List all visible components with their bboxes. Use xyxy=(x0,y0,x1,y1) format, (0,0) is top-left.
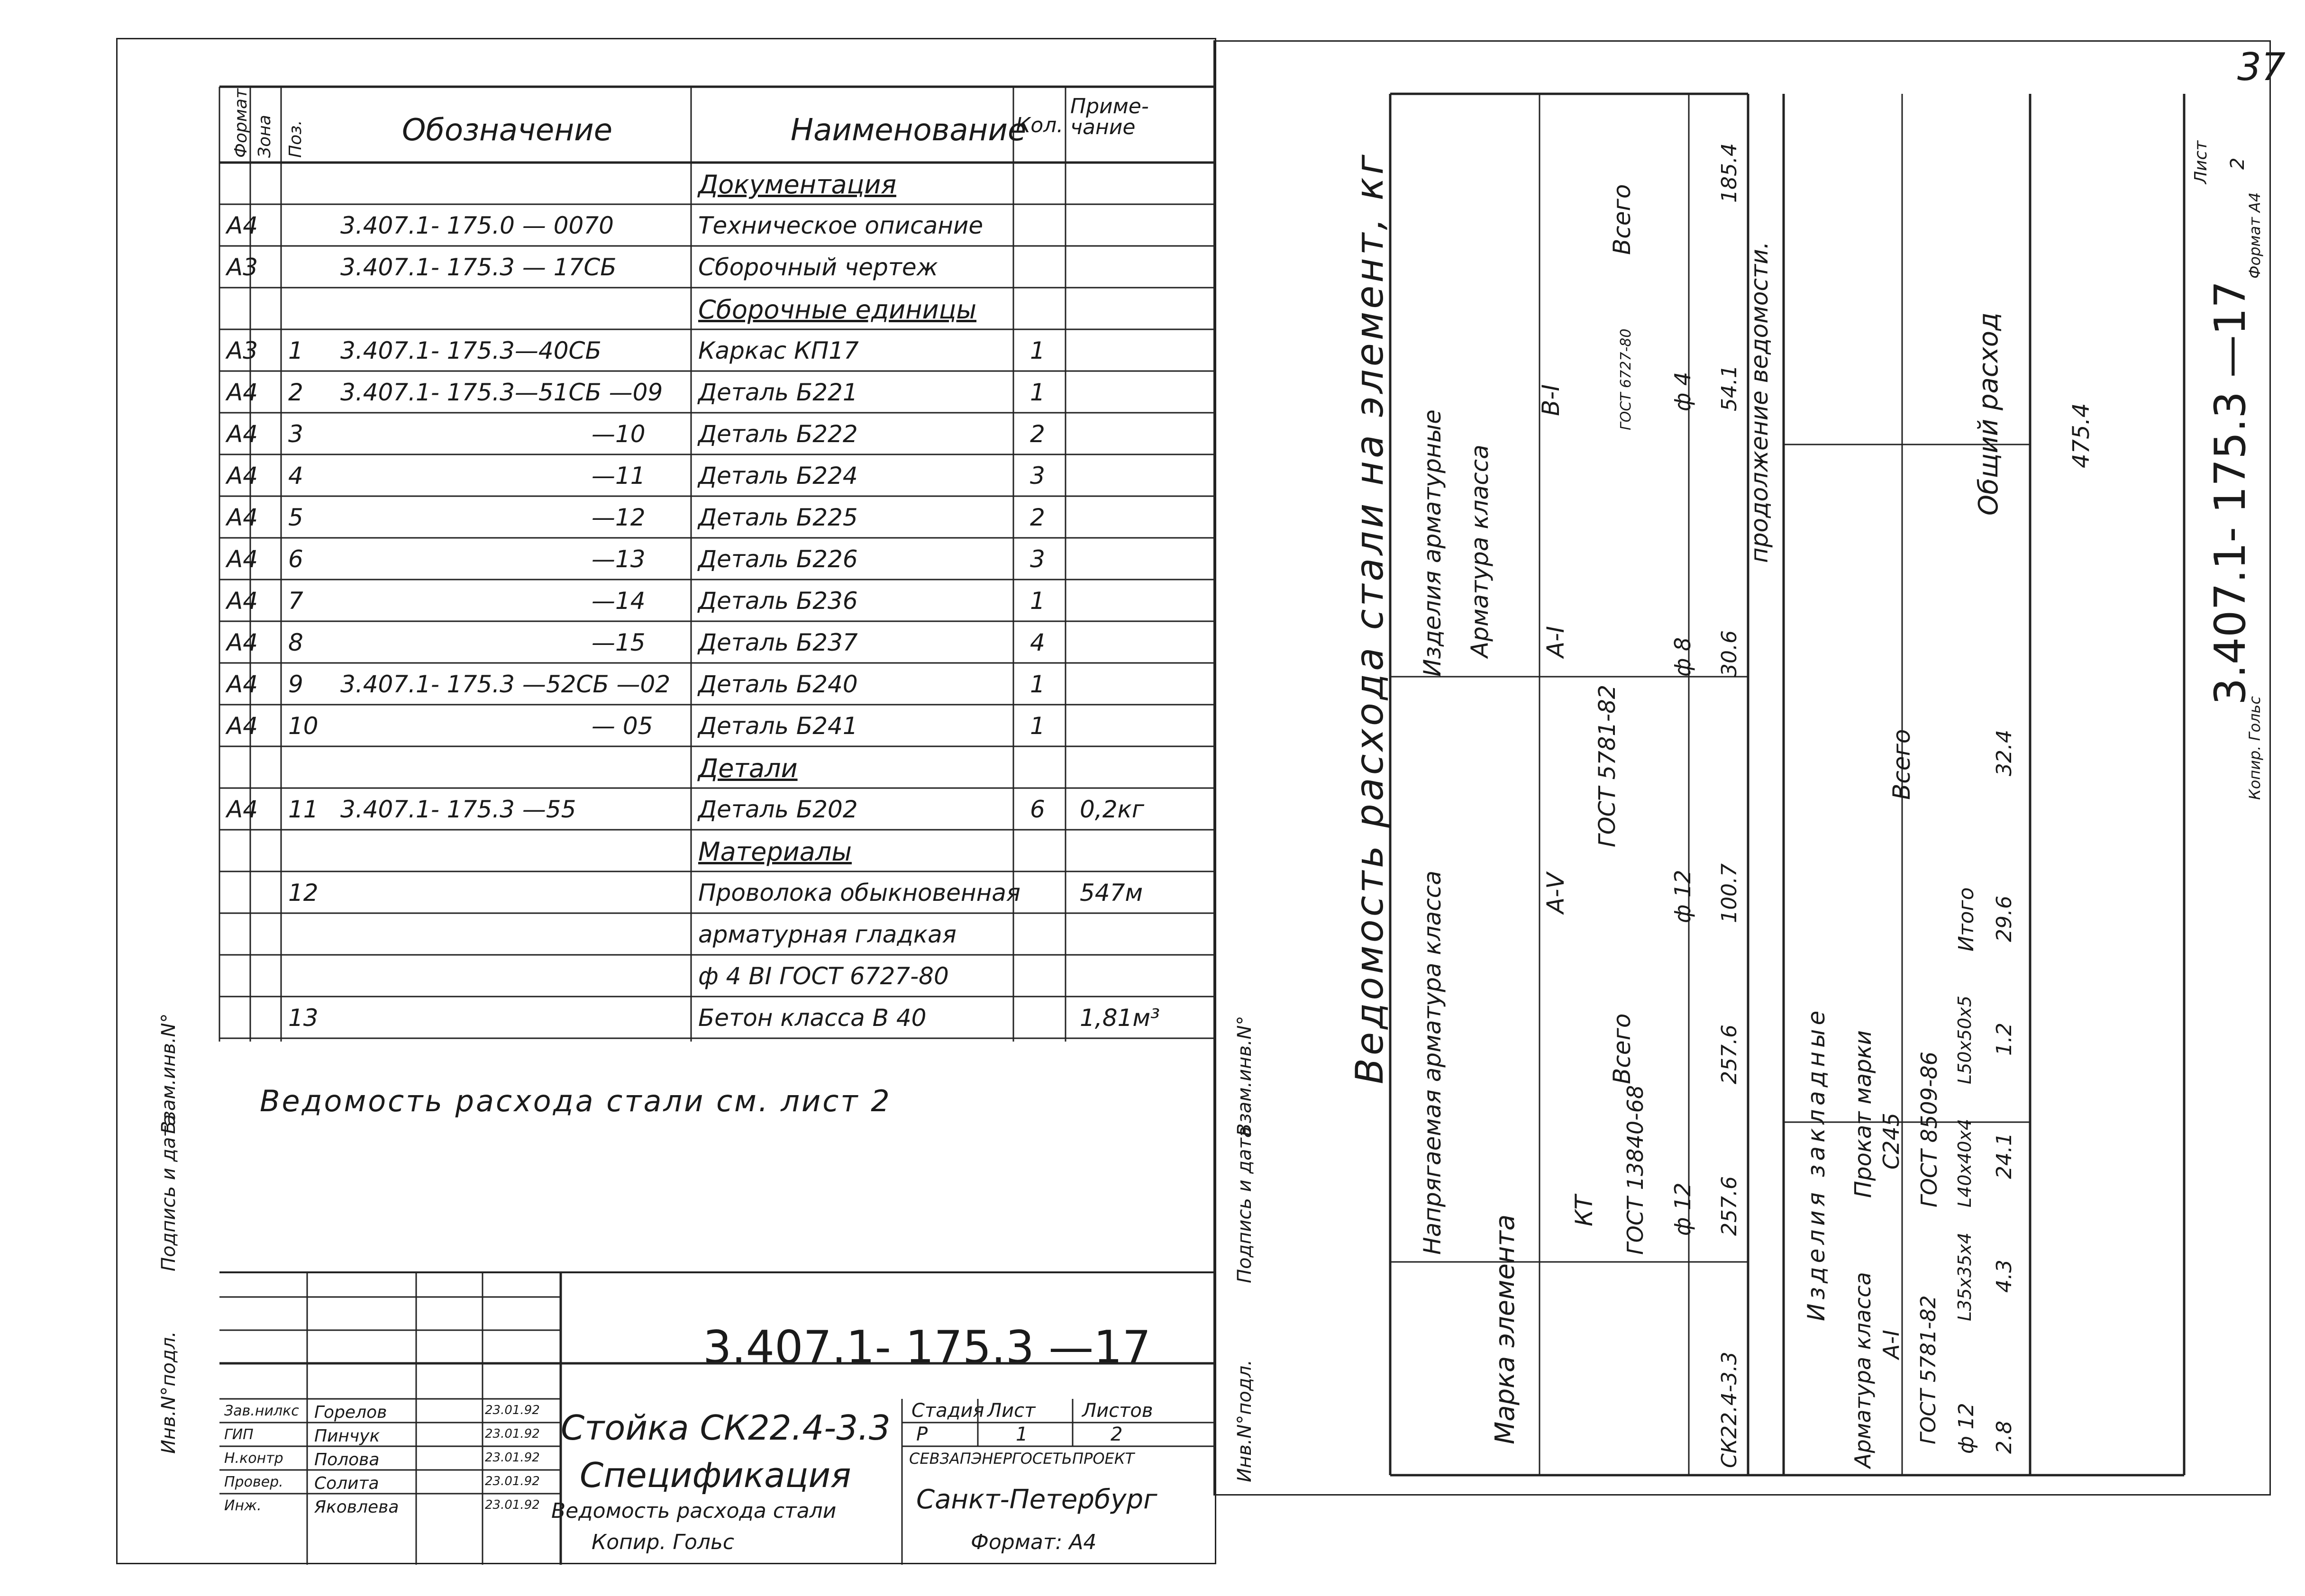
signer-date: 23.01.92 xyxy=(485,1427,540,1441)
cell-name: Техническое описание xyxy=(698,212,984,239)
signer-role: Н.контр xyxy=(224,1450,283,1467)
cell-format: А4 xyxy=(227,462,258,490)
cell-pos: 10 xyxy=(288,712,319,740)
cell-format: А4 xyxy=(227,796,258,823)
arm-klassa-2: Арматура класса xyxy=(1850,1272,1876,1468)
cell-qty: 1 xyxy=(1030,712,1045,740)
table-row xyxy=(118,204,1215,246)
cell-designation: —11 xyxy=(592,462,646,490)
mark-header: Марка элемента xyxy=(1490,1214,1521,1444)
cell-pos: 2 xyxy=(288,379,303,406)
signer-name: Пинчук xyxy=(314,1426,380,1446)
a5-diameter: ф 12 xyxy=(1670,870,1695,923)
l50-value: 1.2 xyxy=(1992,1023,2016,1056)
signer-role: Инж. xyxy=(224,1497,262,1514)
signer-date: 23.01.92 xyxy=(485,1403,540,1417)
mark-value: СК22.4-3.3 xyxy=(1717,1351,1741,1468)
gost5781-b: ГОСТ 5781-82 xyxy=(1916,1295,1941,1444)
a5-class: А-V xyxy=(1542,872,1569,914)
a1-diameter: ф 8 xyxy=(1670,637,1695,677)
header-designation: Обозначение xyxy=(402,113,613,148)
cell-format: А4 xyxy=(227,712,258,740)
cell-name: Деталь Б225 xyxy=(698,504,858,531)
cell-pos: 12 xyxy=(288,879,319,907)
table-row xyxy=(118,955,1215,997)
title-line-1: Стойка СК22.4-3.3 xyxy=(561,1408,891,1448)
steel-consumption-sheet xyxy=(1213,40,2271,1496)
kt-diameter: ф 12 xyxy=(1670,1182,1695,1236)
cell-pos: 13 xyxy=(288,1004,319,1032)
title-line-3: Ведомость расхода стали xyxy=(551,1499,837,1523)
cell-note: 0,2кг xyxy=(1080,796,1144,823)
cell-pos: 5 xyxy=(288,504,303,531)
title-block xyxy=(219,1271,1215,1565)
header-name: Наименование xyxy=(791,113,1027,148)
stage-header: Стадия xyxy=(911,1400,984,1422)
a1b-class: А-I xyxy=(1878,1330,1904,1359)
cell-name: Каркас КП17 xyxy=(698,337,859,364)
footer-copy: Копир. Гольс xyxy=(592,1530,735,1554)
right-doc-code: 3.407.1- 175.3 —17 xyxy=(2205,281,2255,705)
cell-format: А4 xyxy=(227,671,258,698)
table-row xyxy=(118,496,1215,538)
footer-format: Формат: А4 xyxy=(971,1530,1097,1554)
cell-name: Детали xyxy=(698,753,798,783)
val-a1b: 2.8 xyxy=(1992,1421,2016,1454)
right-side-label-vzam: Взам.инв.N° xyxy=(1234,1016,1256,1136)
cell-name: ф 4 ВI ГОСТ 6727-80 xyxy=(698,962,949,990)
cell-designation: 3.407.1- 175.3—51СБ —09 xyxy=(340,379,663,406)
cell-name: Материалы xyxy=(698,837,852,867)
page-number: 37 xyxy=(2237,45,2286,89)
cell-pos: 9 xyxy=(288,671,303,698)
cell-designation: — 05 xyxy=(592,712,653,740)
cell-designation: —12 xyxy=(592,504,646,531)
gost-8509: ГОСТ 8509-86 xyxy=(1916,1052,1942,1207)
l40-profile: L40x40x4 xyxy=(1954,1118,1975,1207)
cell-qty: 2 xyxy=(1030,420,1045,448)
side-label-sign: Подпись и дата xyxy=(158,1114,180,1271)
title-doc-code: 3.407.1- 175.3 —17 xyxy=(703,1322,1151,1374)
l40-value: 24.1 xyxy=(1992,1133,2016,1179)
vsego-value-1: 257.6 xyxy=(1717,1025,1741,1084)
prestressed-header: Напрягаемая арматура класса xyxy=(1419,871,1446,1255)
a1-class: А-I xyxy=(1542,626,1569,658)
cell-format: А4 xyxy=(227,545,258,573)
b1-class: В-I xyxy=(1537,384,1565,416)
kt-class: КТ xyxy=(1570,1195,1598,1226)
cell-qty: 2 xyxy=(1030,504,1045,531)
l35-profile: L35x35x4 xyxy=(1954,1232,1975,1321)
a5-value: 100.7 xyxy=(1717,863,1741,923)
itogo-value: 29.6 xyxy=(1992,896,2016,942)
cell-pos: 6 xyxy=(288,545,303,573)
izdeliya-arm-header: Изделия арматурные xyxy=(1419,409,1446,677)
signer-date: 23.01.92 xyxy=(485,1451,540,1465)
armatura-klassa-header: Арматура класса xyxy=(1466,444,1494,658)
vsego-header-3: Всего xyxy=(1888,729,1915,800)
title-line-2: Спецификация xyxy=(580,1455,851,1495)
cell-designation: 3.407.1- 175.3 —52СБ —02 xyxy=(340,671,671,698)
cell-name: Деталь Б237 xyxy=(698,629,858,656)
cell-format: А3 xyxy=(227,254,258,281)
cell-name: Деталь Б224 xyxy=(698,462,858,490)
b1-diameter: ф 4 xyxy=(1670,372,1695,411)
cell-designation: 3.407.1- 175.3 —55 xyxy=(340,796,576,823)
vsego-header-2: Всего xyxy=(1608,184,1636,255)
signer-name: Полова xyxy=(314,1450,380,1469)
cell-name: арматурная гладкая xyxy=(698,921,957,948)
right-side-label-inv: Инв.N°подл. xyxy=(1234,1360,1256,1482)
table-row xyxy=(118,329,1215,371)
cell-name: Документация xyxy=(698,170,896,200)
cell-name: Сборочный чертеж xyxy=(698,254,938,281)
org-name: СЕВЗАПЭНЕРГОСЕТЬПРОЕКТ xyxy=(909,1450,1135,1468)
cell-format: А4 xyxy=(227,212,258,239)
table-row xyxy=(118,788,1215,830)
right-side-label-sign: Подпись и дата xyxy=(1234,1126,1256,1283)
total-header: Общий расход xyxy=(1973,312,2004,516)
table-row xyxy=(118,580,1215,621)
cell-name: Деталь Б222 xyxy=(698,420,858,448)
cell-name: Бетон класса В 40 xyxy=(698,1004,927,1032)
table-row xyxy=(118,454,1215,496)
cell-pos: 4 xyxy=(288,462,303,490)
table-row xyxy=(118,246,1215,288)
cell-pos: 3 xyxy=(288,420,303,448)
signer-name: Солита xyxy=(314,1474,379,1493)
signer-role: Провер. xyxy=(224,1474,283,1490)
continuation-label: продолжение ведомости. xyxy=(1746,241,1773,563)
kt-value: 257.6 xyxy=(1717,1176,1741,1236)
cell-name: Деталь Б241 xyxy=(698,712,858,740)
sheets-header: Листов xyxy=(1082,1400,1153,1422)
cell-designation: —10 xyxy=(592,420,646,448)
cell-pos: 1 xyxy=(288,337,303,364)
itogo-header: Итого xyxy=(1954,887,1978,952)
cell-pos: 11 xyxy=(288,796,319,823)
cell-designation: —13 xyxy=(592,545,646,573)
cell-designation: 3.407.1- 175.3 — 17СБ xyxy=(340,254,617,281)
cell-designation: 3.407.1- 175.0 — 0070 xyxy=(340,212,614,239)
table-row xyxy=(118,413,1215,454)
cell-format: А4 xyxy=(227,420,258,448)
table-row xyxy=(118,663,1215,705)
side-label-vzam: Взам.инв.N° xyxy=(158,1013,180,1134)
prokat-header: Прокат марки xyxy=(1850,1030,1877,1198)
sheet-header: Лист xyxy=(987,1400,1036,1422)
sheet-value: 1 xyxy=(1016,1424,1028,1445)
header-pos: Поз. xyxy=(286,120,305,158)
cell-qty: 3 xyxy=(1030,462,1045,490)
table-row xyxy=(118,288,1215,329)
table-row xyxy=(118,705,1215,746)
b1-value: 54.1 xyxy=(1717,365,1741,411)
cell-designation: —14 xyxy=(592,587,646,615)
signer-name: Яковлева xyxy=(314,1497,399,1517)
cell-name: Деталь Б240 xyxy=(698,671,858,698)
sheets-value: 2 xyxy=(1111,1424,1123,1445)
note-text: Ведомость расхода стали см. лист 2 xyxy=(260,1084,892,1118)
kt-gost: ГОСТ 13840-68 xyxy=(1622,1085,1648,1255)
cell-note: 1,81м³ xyxy=(1080,1004,1160,1032)
signer-name: Горелов xyxy=(314,1403,387,1422)
signer-role: Зав.нилкс xyxy=(224,1403,299,1419)
header-note: Приме-чание xyxy=(1070,94,1149,139)
table-row xyxy=(118,163,1215,204)
table-row xyxy=(118,621,1215,663)
org-city: Санкт-Петербург xyxy=(916,1484,1157,1515)
right-footer-format: Формат А4 xyxy=(2246,192,2264,279)
total-value: 475.4 xyxy=(2068,403,2095,468)
table-row xyxy=(118,830,1215,871)
specification-sheet xyxy=(116,38,1216,1564)
cell-pos: 8 xyxy=(288,629,303,656)
c245-grade: С245 xyxy=(1878,1113,1904,1170)
cell-name: Проволока обыкновенная xyxy=(698,879,1020,907)
table-row xyxy=(118,913,1215,955)
title-block-grid xyxy=(219,1273,1215,1565)
cell-format: А4 xyxy=(227,504,258,531)
signer-date: 23.01.92 xyxy=(485,1498,540,1512)
a1-value: 30.6 xyxy=(1717,630,1741,677)
cell-qty: 1 xyxy=(1030,671,1045,698)
vsego-header-1: Всего xyxy=(1608,1013,1636,1084)
gost-5781: ГОСТ 5781-82 xyxy=(1594,684,1621,847)
header-qty: Кол. xyxy=(1016,113,1064,137)
table-row xyxy=(118,746,1215,788)
cell-name: Деталь Б202 xyxy=(698,796,858,823)
cell-note: 547м xyxy=(1080,879,1143,907)
cell-designation: —15 xyxy=(592,629,646,656)
cell-format: А4 xyxy=(227,629,258,656)
l50-profile: L50x50x5 xyxy=(1954,995,1975,1084)
izdeliya-zakl-header: Изделия закладные xyxy=(1803,1007,1830,1321)
table-row xyxy=(118,538,1215,580)
cell-format: А4 xyxy=(227,379,258,406)
cell-designation: 3.407.1- 175.3—40СБ xyxy=(340,337,601,364)
right-sheet-value: 2 xyxy=(2227,157,2249,170)
cell-name: Сборочные единицы xyxy=(698,295,977,325)
table-row xyxy=(118,371,1215,413)
l35-value: 4.3 xyxy=(1992,1260,2016,1293)
right-footer-copy: Копир. Гольс xyxy=(2246,696,2264,800)
vsego-value-3: 32.4 xyxy=(1992,730,2016,776)
cell-name: Деталь Б236 xyxy=(698,587,858,615)
b1-gost: ГОСТ 6727-80 xyxy=(1618,328,1634,430)
steel-title: Ведомость расхода стали на элемент, кг xyxy=(1348,152,1392,1084)
cell-qty: 1 xyxy=(1030,337,1045,364)
stage-value: Р xyxy=(916,1424,928,1445)
table-row xyxy=(118,871,1215,913)
cell-qty: 4 xyxy=(1030,629,1045,656)
cell-qty: 6 xyxy=(1030,796,1045,823)
cell-name: Деталь Б221 xyxy=(698,379,858,406)
cell-qty: 3 xyxy=(1030,545,1045,573)
dia12-b: ф 12 xyxy=(1954,1403,1978,1454)
cell-qty: 1 xyxy=(1030,379,1045,406)
side-label-inv: Инв.N°подл. xyxy=(158,1331,180,1454)
header-format: Формат xyxy=(231,88,251,158)
cell-name: Деталь Б226 xyxy=(698,545,858,573)
cell-format: А4 xyxy=(227,587,258,615)
cell-format: А3 xyxy=(227,337,258,364)
vsego-value-2: 185.4 xyxy=(1717,143,1741,203)
header-zone: Зона xyxy=(255,115,274,158)
right-sheet-header: Лист xyxy=(2191,140,2211,184)
signer-role: ГИП xyxy=(224,1426,254,1443)
cell-qty: 1 xyxy=(1030,587,1045,615)
cell-pos: 7 xyxy=(288,587,303,615)
signer-date: 23.01.92 xyxy=(485,1474,540,1488)
table-row xyxy=(118,997,1215,1038)
